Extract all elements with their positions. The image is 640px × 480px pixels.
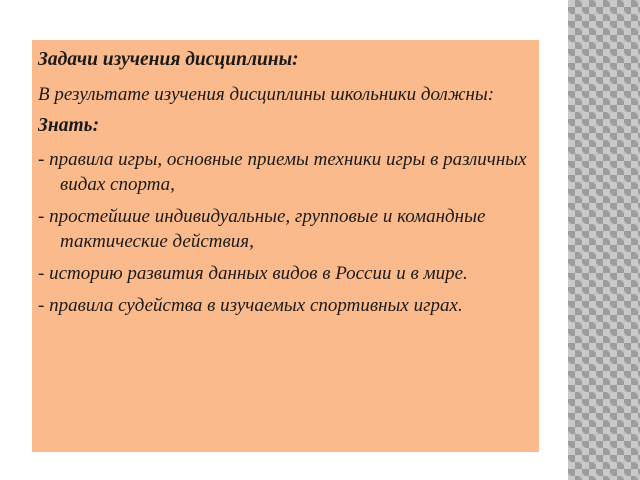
list-item: - простейшие индивидуальные, групповые и командные тактические действия, <box>38 206 486 252</box>
know-label: Знать: <box>38 115 100 136</box>
intro-text: В результате изучения дисциплины школьники должны: <box>38 84 495 105</box>
decorative-pattern-strip <box>568 0 640 480</box>
slide-title: Задачи изучения дисциплины: <box>38 49 299 70</box>
list-item: - правила судейства в изучаемых спортивных играх. <box>38 295 463 316</box>
list-item: - историю развития данных видов в России и в мире. <box>38 263 468 284</box>
content-box <box>32 40 539 452</box>
list-item: - правила игры, основные приемы техники игры в различных видах спорта, <box>38 149 527 195</box>
